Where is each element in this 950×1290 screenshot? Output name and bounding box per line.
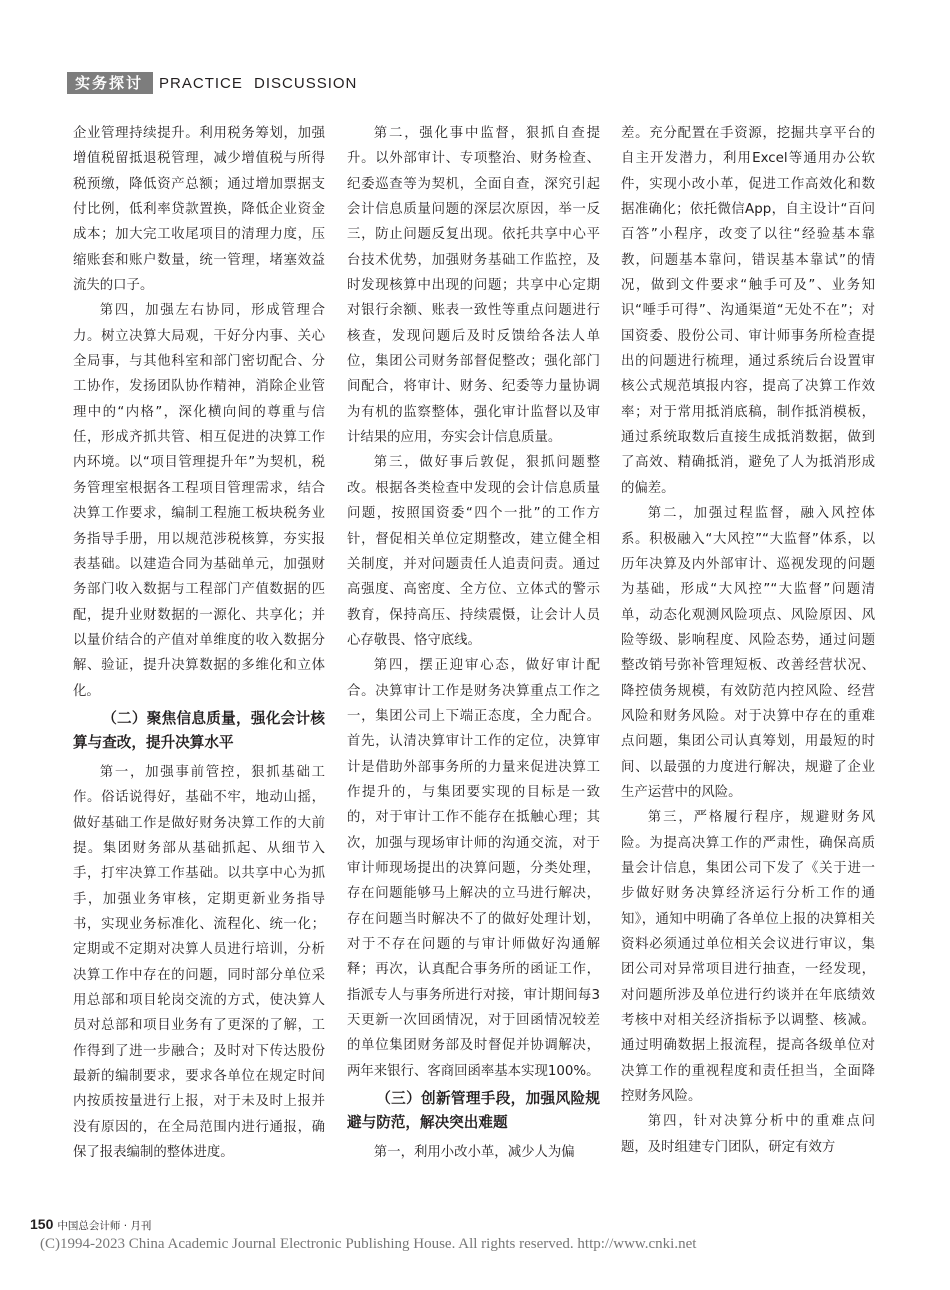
paragraph: 第三，严格履行程序，规避财务风险。为提高决算工作的严肃性，确保高质量会计信息，集团公司下发了《关于进一步做好财务决算经济运行分析工作的通知》，通知中明确了各单位上报的决算相关资料必须通过单位相关会议进行审议，集团公司对异常项目进行抽查，一经发现，对问题所涉及单位进行约谈并在年底绩效考核中对相关经济指标予以调整、核减。通过明确数据上报流程，提高各级单位对决算工作的重视程度和责任担当，全面降控财务风险。 — [621, 810, 875, 1105]
copyright-notice: (C)1994-2023 China Academic Journal Electronic Publishing House. All rights reserved. http://www.cnki.net — [40, 1236, 697, 1252]
paragraph: 第四，加强左右协同，形成管理合力。树立决算大局观，干好分内事、关心全局事，与其他科室和部门密切配合、分工协作，发扬团队协作精神，消除企业管理中的“内格”，深化横向间的尊重与信任，形成齐抓共管、相互促进的决算工作内环境。以“项目管理提升年”为契机，税务管理室根据各工程项目管理需求，结合决算工作要求，编制工程施工板块税务业务指导手册，用以规范涉税核算，夯实报表基础。以建造合同为基础单元，加强财务部门收入数据与工程部门产值数据的匹配，提升业财数据的一源化、共享化；并以量价结合的产值对单维度的收入数据分解、验证，提升决算数据的多维化和立体化。 — [73, 303, 325, 699]
paragraph: 第四，针对决算分析中的重难点问题，及时组建专门团队，研定有效方 — [621, 1114, 875, 1155]
paragraph: 差。充分配置在手资源，挖掘共享平台的自主开发潜力，利用Excel等通用办公软件，实现小改小革，促进工作高效化和数据准确化；依托微信App，自主设计“百问百答”小程序，改变了以往“经验基本靠教，问题基本靠问，错误基本靠试”的情况，做到文件要求“触手可及”、业务知识“唾手可得”、沟通渠道“无处不在”；对国资委、股份公司、审计师事务所检查提出的问题进行梳理，通过系统后台设置审核公式规范填报内容，提高了决算工作效率；对于常用抵消底稿，制作抵消模板，通过系统取数后直接生成抵消数据，做到了高效、精确抵消，避免了人为抵消形成的偏差。 — [621, 126, 875, 496]
paragraph: 第一，加强事前管控，狠抓基础工作。俗话说得好，基础不牢，地动山摇，做好基础工作是做好财务决算工作的大前提。集团财务部从基础抓起、从细节入手，打牢决算工作基础。以共享中心为抓手，加强业务审核，定期更新业务指导书，实现业务标准化、流程化、统一化；定期或不定期对决算人员进行培训，分析决算工作中存在的问题，同时部分单位采用总部和项目轮岗交流的方式，使决算人员对总部和项目业务有了更深的了解，工作得到了进一步融合；及时对下传达股份最新的编制要求，要求各单位在规定时间内按质按量进行上报，对于未及时上报并没有原因的，在全局范围内进行通报，确保了报表编制的整体进度。 — [73, 764, 325, 1161]
page-number: 150 — [30, 1216, 54, 1232]
section-heading: （二）聚焦信息质量，强化会计核算与查改，提升决算水平 — [73, 709, 325, 751]
section-tag: 实务探讨 — [67, 72, 153, 94]
paragraph: 第四，摆正迎审心态，做好审计配合。决算审计工作是财务决算重点工作之一，集团公司上下端正态度，全力配合。首先，认清决算审计工作的定位，决算审计是借助外部事务所的力量来促进决算工作提升的，与集团要实现的目标是一致的，对于审计工作不能存在抵触心理；其次，加强与现场审计师的沟通交流，对于审计师现场提出的决算问题，分类处理，存在问题能够马上解决的立马进行解决，存在问题当时解决不了的做好处理计划，对于不存在问题的与审计师做好沟通解释；再次，认真配合事务所的函证工作，指派专人与事务所进行对接，审计期间每3天更新一次回函情况，对于回函情况较差的单位集团财务部及时督促并协调解决，两年来银行、客商回函率基本实现100%。 — [347, 658, 600, 1079]
text-column-1 — [73, 121, 325, 1165]
text-column-3 — [621, 121, 875, 1160]
paragraph: 第三，做好事后敦促，狠抓问题整改。根据各类检查中发现的会计信息质量问题，按照国资委“四个一批”的工作方针，督促相关单位定期整改，建立健全相关制度，并对问题责任人追责问责。通过高强度、高密度、全方位、立体式的警示教育，保持高压、持续震慑，让会计人员心存敬畏、恪守底线。 — [347, 455, 600, 648]
paragraph: 第二，强化事中监督，狠抓自查提升。以外部审计、专项整治、财务检查、纪委巡查等为契机，全面自查，深究引起会计信息质量问题的深层次原因，举一反三，防止问题反复出现。依托共享中心平台技术优势，加强财务基础工作监控，及时发现核算中出现的问题；共享中心定期对银行余额、账表一致性等重点问题进行核查，发现问题后及时反馈给各法人单位，集团公司财务部督促整改；强化部门间配合，将审计、财务、纪委等力量协调为有机的监察整体，强化审计监督以及审计结果的应用，夯实会计信息质量。 — [347, 126, 600, 446]
text-column-2 — [347, 121, 600, 1165]
section-header — [67, 72, 357, 94]
section-heading: （三）创新管理手段，加强风险规避与防范，解决突出难题 — [347, 1090, 600, 1132]
section-tag-english: PRACTICE DISCUSSION — [159, 74, 358, 92]
paragraph: 第二，加强过程监督，融入风控体系。积极融入“大风控”“大监督”体系，以历年决算及内外部审计、巡视发现的问题为基础，形成“大风控”“大监督”问题清单，动态化观测风险项点、风险原因、风险等级、影响程度、风险态势，通过问题整改销号弥补管理短板、改善经营状况、降控债务规模，有效防范内控风险、经营风险和财务风险。对于决算中存在的重难点问题，集团公司认真筹划，用最短的时间、以最强的力度进行解决，规避了企业生产运营中的风险。 — [621, 506, 875, 800]
journal-name: 中国总会计师 · 月刊 — [57, 1220, 152, 1232]
paragraph: 第一，利用小改小革，减少人为偏 — [373, 1145, 575, 1161]
page-footer — [30, 1216, 151, 1233]
paragraph: 企业管理持续提升。利用税务筹划，加强增值税留抵退税管理，减少增值税与所得税预缴，降低资产总额；通过增加票据支付比例，低利率贷款置换，降低企业资金成本；加大完工收尾项目的清理力度，压缩账套和账户数量，统一管理，堵塞效益流失的口子。 — [73, 126, 325, 294]
